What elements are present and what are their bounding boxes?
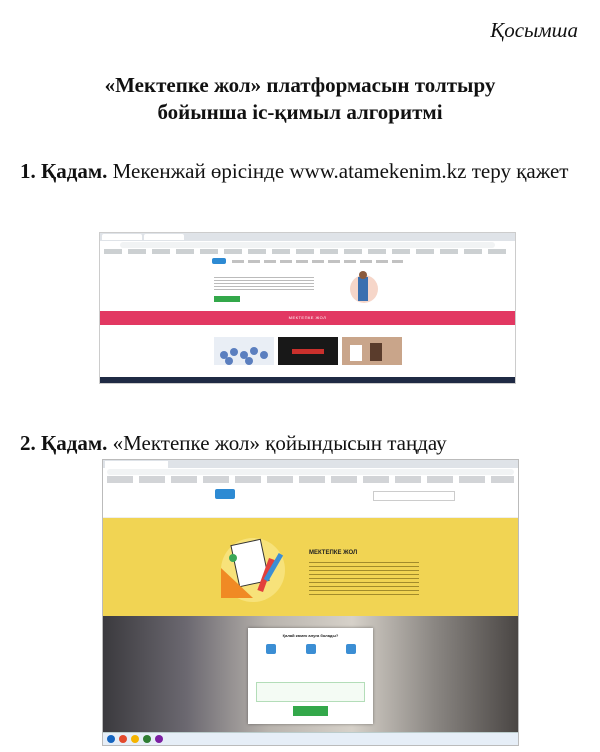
title-line-1: «Мектепке жол» платформасын толтыру (104, 73, 496, 97)
browser-tabs (100, 233, 515, 241)
help-modal (248, 628, 373, 724)
browser-tab (105, 461, 168, 468)
address-bar (107, 469, 514, 475)
news-card-2 (278, 337, 338, 365)
step-2-number: 2. Қадам. (20, 431, 108, 455)
news-section (100, 325, 515, 373)
step-2-text: «Мектепке жол» қойындысын таңдау (112, 431, 447, 455)
browser-tabs (103, 460, 518, 468)
appendix-label: Қосымша (490, 18, 578, 42)
hero-text (214, 277, 314, 291)
site-logo (215, 489, 235, 499)
title-line-2: бойынша іс-қимыл алгоритмі (157, 100, 443, 124)
screenshot-step-1 (99, 232, 516, 384)
step-2 (20, 430, 580, 456)
bookmarks-bar (104, 249, 511, 254)
site-search (373, 491, 455, 501)
news-card-3 (342, 337, 402, 365)
taskbar (100, 377, 515, 383)
site-nav (232, 260, 403, 263)
mektepke-zhol-section (103, 518, 518, 616)
address-bar (120, 242, 495, 248)
section-text (309, 562, 419, 598)
modal-note (256, 682, 365, 702)
screenshot-step-2 (102, 459, 519, 746)
hero-illustration (330, 267, 390, 311)
document-title (0, 72, 600, 126)
modal-button (293, 706, 328, 716)
step-1 (20, 158, 580, 184)
bookmarks-bar (107, 476, 514, 483)
hero-button (214, 296, 240, 302)
news-card-1 (214, 337, 274, 365)
site-header (103, 483, 518, 518)
hero-section (100, 267, 515, 311)
modal-question: Қалай көмек алуға болады? (282, 633, 339, 638)
site-header (100, 255, 515, 267)
modal-icons (266, 644, 356, 656)
taskbar (103, 732, 518, 745)
mektepke-zhol-banner: МЕКТЕПКЕ ЖОЛ (100, 311, 515, 325)
classroom-photo (103, 616, 518, 734)
section-heading: МЕКТЕПКЕ ЖОЛ (309, 550, 358, 556)
step-1-number: 1. Қадам. (20, 159, 108, 183)
school-supplies-illustration (213, 528, 293, 608)
step-1-text: Мекенжай өрісінде www.atamekenim.kz тeру қажет (112, 159, 569, 183)
address-row (103, 468, 518, 476)
site-logo (212, 258, 226, 264)
